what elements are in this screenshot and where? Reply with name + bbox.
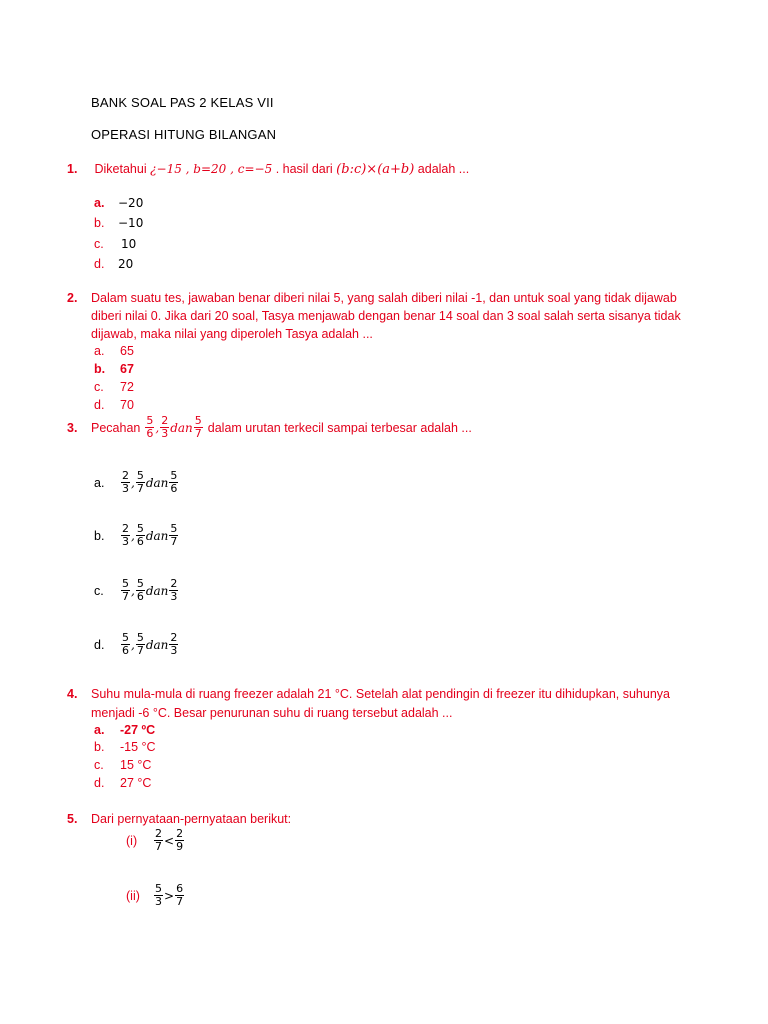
fraction: $\frac{5}{6}$ [146,414,154,440]
fraction: $\frac{5}{6}$ [136,577,144,603]
question-2-line-1: Dalam suatu tes, jawaban benar diberi nilai 5, yang salah diberi nilai -1, dan untuk soal yang tidak dijawab [91,291,677,305]
question-text-prefix: Diketahui [94,162,147,176]
option-letter: d. [94,776,105,790]
option-letter: d. [94,398,105,412]
option-value: -27 ºC [120,723,156,737]
q4-option-c [94,758,151,772]
q1-option-c [94,237,120,251]
q1-option-c-value: 10 [121,237,137,251]
question-text-prefix: Pecahan [91,420,141,435]
q3-option-b [94,523,179,548]
fraction: $\frac{5}{7}$ [136,469,144,495]
option-value: 15 °C [120,758,152,772]
fraction: $\frac{5}{6}$ [170,469,178,495]
fraction: $\frac{5}{7}$ [122,577,129,603]
statement-label: (i) [126,833,138,848]
q4-option-d [94,776,151,790]
option-letter: b. [94,362,106,376]
question-number: 1. [67,162,78,176]
q2-option-b [94,362,134,376]
question-text-middle: . hasil dari [275,162,333,176]
fraction: $\frac{2}{3}$ [122,469,129,495]
q3-option-c [94,578,179,603]
q2-option-d [94,398,134,412]
question-2-line-3: dijawab, maka nilai yang diperoleh Tasya adalah ... [91,327,373,341]
q1-option-d [94,257,120,271]
option-letter: b. [94,528,105,543]
question-1 [67,162,469,177]
fraction: $\frac{5}{6}$ [136,522,144,548]
option-letter: c. [94,583,104,598]
fraction: $\frac{5}{7}$ [170,522,178,548]
dan-word: dan [145,475,169,490]
dan-word: dan [145,583,169,598]
fraction: $\frac{2}{7}$ [155,827,162,853]
option-letter: b. [94,216,105,230]
q1-option-b [94,216,120,230]
option-letter: c. [94,380,104,394]
dan-word: dan [145,528,169,543]
question-number: 5. [67,812,78,826]
question-number: 2. [67,291,78,305]
fraction: $\frac{2}{3}$ [122,522,129,548]
question-given-values: ¿−15 , b=20 , c=−5 [150,162,273,176]
comma: , [131,583,135,598]
question-expression: (b:c)×(a+b) [336,162,415,177]
fraction: $\frac{6}{7}$ [176,882,184,908]
comma: , [155,420,160,435]
doc-subtitle: OPERASI HITUNG BILANGAN [91,127,277,142]
question-4-line-2: menjadi -6 °C. Besar penurunan suhu di ruang tersebut adalah ... [91,706,453,720]
q2-option-c [94,380,134,394]
option-letter: d. [94,637,105,652]
option-value: 65 [120,344,134,358]
question-2-line-2: diberi nilai 0. Jika dari 20 soal, Tasya menjawab dengan benar 14 soal dan 3 soal salah serta sisanya tidak [91,309,681,323]
question-3 [67,415,472,440]
fraction: $\frac{2}{3}$ [170,631,178,657]
option-letter: b. [94,740,105,754]
option-letter: a. [94,723,105,737]
q3-option-d [94,632,179,657]
q3-option-a [94,470,179,495]
option-value: -15 °C [120,740,156,754]
comma: , [131,528,135,543]
option-value: 70 [120,398,134,412]
option-letter: a. [94,475,105,490]
fraction: $\frac{5}{7}$ [194,414,202,440]
question-text-suffix: adalah ... [417,162,470,176]
comma: , [131,637,135,652]
option-value: 27 °C [120,776,152,790]
q1-option-d-value: 20 [118,257,134,271]
dan-word: dan [145,637,169,652]
q5-statement-ii [126,883,185,908]
question-text-suffix: dalam urutan terkecil sampai terbesar adalah ... [207,420,472,435]
q1-option-b-value: −10 [118,216,144,230]
fraction: $\frac{5}{3}$ [155,882,162,908]
q1-option-a-value: −20 [118,196,144,210]
question-5-text: Dari pernyataan-pernyataan berikut: [91,812,292,826]
q5-statement-i [126,828,185,853]
q2-option-a [94,344,134,358]
comparison-operator: > [164,888,175,903]
option-letter: c. [94,758,104,772]
option-letter: d. [94,257,105,271]
q1-option-a [94,196,120,210]
option-letter: a. [94,344,105,358]
comparison-operator: < [164,833,175,848]
fraction: $\frac{5}{6}$ [122,631,129,657]
question-number: 4. [67,687,78,701]
fraction: $\frac{2}{9}$ [176,827,184,853]
option-value: 67 [120,362,134,376]
question-number: 3. [67,420,78,435]
fraction: $\frac{2}{3}$ [170,577,178,603]
option-letter: c. [94,237,104,251]
question-4-line-1: Suhu mula-mula di ruang freezer adalah 21 °C. Setelah alat pendingin di freezer itu dihidupkan, suhunya [91,687,670,701]
q4-option-b [94,740,156,754]
doc-title: BANK SOAL PAS 2 KELAS VII [91,95,274,110]
option-letter: a. [94,196,105,210]
fraction: $\frac{5}{7}$ [136,631,144,657]
comma: , [131,475,135,490]
fraction: $\frac{2}{3}$ [161,414,169,440]
option-value: 72 [120,380,134,394]
q4-option-a [94,723,155,737]
dan-word: dan [170,420,193,435]
statement-label: (ii) [126,888,140,903]
